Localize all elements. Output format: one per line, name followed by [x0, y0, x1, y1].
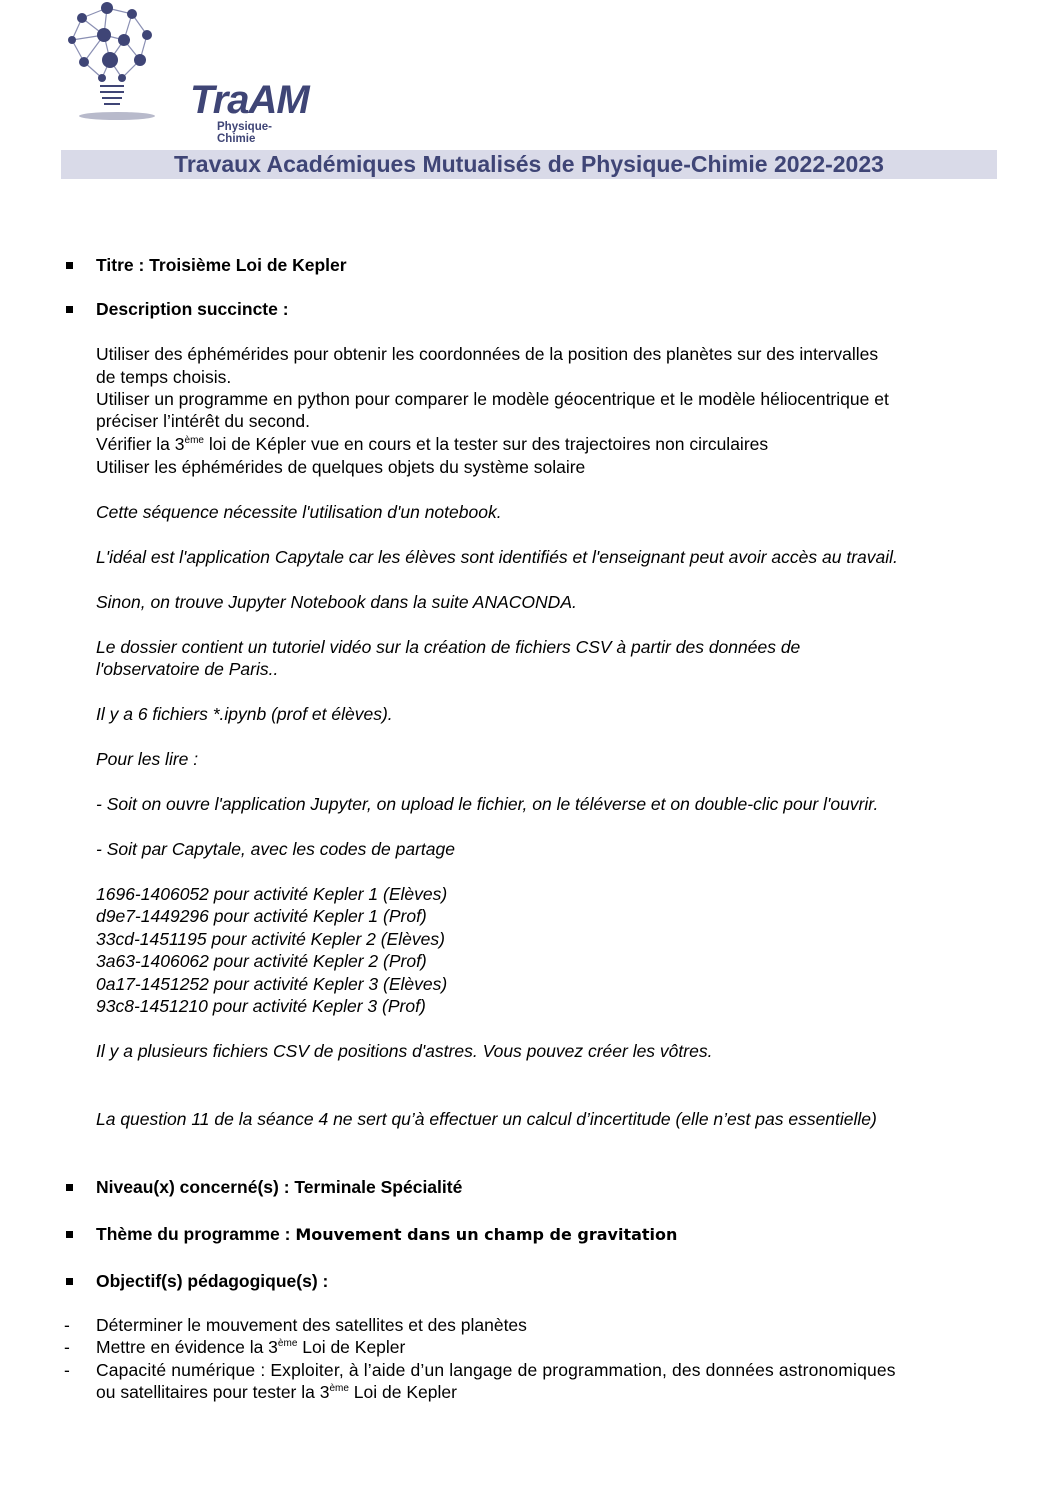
description-line: de temps choisis. [96, 367, 232, 387]
theme-text [96, 1223, 677, 1246]
square-bullet-icon [66, 306, 73, 313]
niveau-text: Niveau(x) concerné(s) : Terminale Spécialité [96, 1177, 463, 1197]
description-line: Utiliser des éphémérides pour obtenir les coordonnées de la position des planètes sur des intervalles [96, 344, 879, 364]
share-code: 33cd-1451195 pour activité Kepler 2 (Elèves) [96, 929, 445, 949]
note-option-capytale: - Soit par Capytale, avec les codes de partage [96, 839, 455, 859]
square-bullet-icon [66, 1231, 73, 1238]
share-code: 3a63-1406062 pour activité Kepler 2 (Prof) [96, 951, 427, 971]
note-anaconda: Sinon, on trouve Jupyter Notebook dans la suite ANACONDA. [96, 592, 577, 612]
share-code: 1696-1406052 pour activité Kepler 1 (Elèves) [96, 884, 448, 904]
lightbulb-network-icon [62, 0, 182, 130]
objectifs-heading: Objectif(s) pédagogique(s) : [96, 1271, 329, 1291]
share-code: 0a17-1451252 pour activité Kepler 3 (Elèves) [96, 974, 448, 994]
traam-logo [62, 0, 309, 145]
description-line: Utiliser un programme en python pour comparer le modèle géocentrique et le modèle héliocentrique et [96, 389, 889, 409]
note-question: La question 11 de la séance 4 ne sert qu’à effectuer un calcul d’incertitude (elle n’est pas essentielle) [96, 1109, 877, 1129]
note-pour-lire: Pour les lire : [96, 749, 199, 769]
share-code: d9e7-1449296 pour activité Kepler 1 (Prof) [96, 906, 427, 926]
note-option-jupyter: - Soit on ouvre l'application Jupyter, on upload le fichier, on le téléverse et on double-clic pour l'ouvrir. [96, 794, 879, 814]
note-capytale: L'idéal est l'application Capytale car les élèves sont identifiés et l'enseignant peut avoir accès au travail. [96, 547, 898, 567]
square-bullet-icon [66, 1184, 73, 1191]
theme-value: Mouvement dans un champ de gravitation [295, 1225, 678, 1244]
note-notebook: Cette séquence nécessite l'utilisation d'un notebook. [96, 502, 502, 522]
note-tutoriel: Le dossier contient un tutoriel vidéo sur la création de fichiers CSV à partir des données de [96, 637, 801, 657]
logo-subtitle: Physique-Chimie [217, 121, 272, 145]
page-title: Travaux Académiques Mutualisés de Physique-Chimie 2022-2023 [61, 150, 997, 179]
note-fichiers: Il y a 6 fichiers *.ipynb (prof et élèves). [96, 704, 393, 724]
description-line: préciser l’intérêt du second. [96, 411, 310, 431]
description-kepler-line: Vérifier la 3ème loi de Képler vue en cours et la tester sur des trajectoires non circulaires [96, 434, 769, 454]
square-bullet-icon [66, 1278, 73, 1285]
description-line: Utiliser les éphémérides de quelques objets du système solaire [96, 457, 586, 477]
note-tutoriel: l'observatoire de Paris.. [96, 659, 279, 679]
logo-title: TraAM [190, 78, 309, 122]
share-code: 93c8-1451210 pour activité Kepler 3 (Prof) [96, 996, 426, 1016]
note-csv: Il y a plusieurs fichiers CSV de positions d'astres. Vous pouvez créer les vôtres. [96, 1041, 713, 1061]
square-bullet-icon [66, 262, 73, 269]
description-heading: Description succincte : [96, 299, 289, 319]
document-title: Titre : Troisième Loi de Kepler [96, 255, 347, 275]
theme-label: Thème du programme : [96, 1224, 296, 1244]
